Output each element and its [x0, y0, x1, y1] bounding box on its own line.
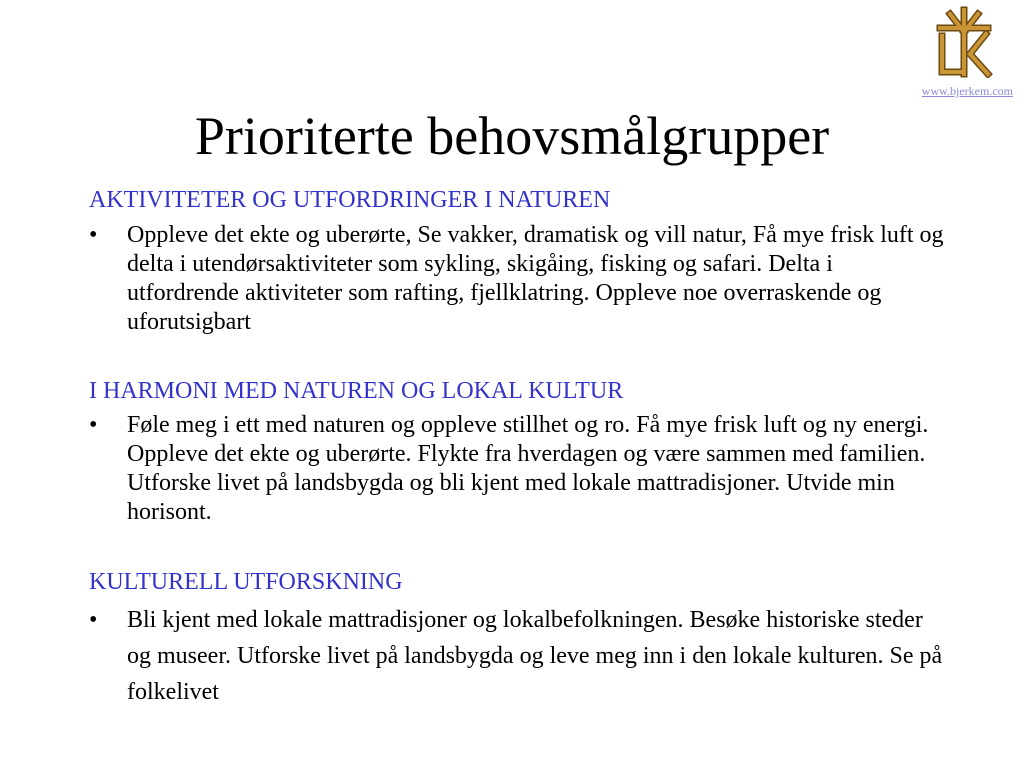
section-activities: [89, 186, 949, 337]
bullet-marker: •: [89, 607, 98, 633]
bullet-item: [89, 221, 949, 337]
bullet-text: Føle meg i ett med naturen og oppleve stillhet og ro. Få mye frisk luft og ny energi. Oppleve det ekte og uberørte. Flykte fra hverdagen og være sammen med familien. Utforske livet på landsbygda og bli kjent med lokale mattradisjoner. Utvide min horisont.: [127, 412, 929, 525]
bullet-text: Bli kjent med lokale mattradisjoner og lokalbefolkningen. Besøke historiske steder og museer. Utforske livet på landsbygda og leve meg inn i den lokale kulturen. Se på folkelivet: [127, 607, 943, 705]
section-harmony: [89, 377, 949, 527]
bullet-item: [89, 602, 949, 710]
slide-title: Prioriterte behovsmålgrupper: [194, 106, 830, 166]
bjerkem-logo-icon: [934, 6, 994, 78]
bullet-marker: •: [89, 222, 98, 248]
website-link[interactable]: www.bjerkem.com: [921, 84, 1013, 98]
bullet-item: [89, 411, 949, 527]
bullet-marker: •: [89, 412, 98, 438]
section-heading: KULTURELL UTFORSKNING: [89, 569, 403, 595]
section-heading: I HARMONI MED NATUREN OG LOKAL KULTUR: [89, 378, 624, 404]
section-cultural: [89, 568, 949, 710]
bullet-text: Oppleve det ekte og uberørte, Se vakker, dramatisk og vill natur, Få mye frisk luft og delta i utendørsaktiviteter som sykling, skigåing, fisking og safari. Delta i utfordrende aktiviteter som rafting, fjellklatring. Oppleve noe overraskende og uforutsigbart: [127, 222, 944, 335]
section-heading: AKTIVITETER OG UTFORDRINGER I NATUREN: [89, 187, 611, 213]
